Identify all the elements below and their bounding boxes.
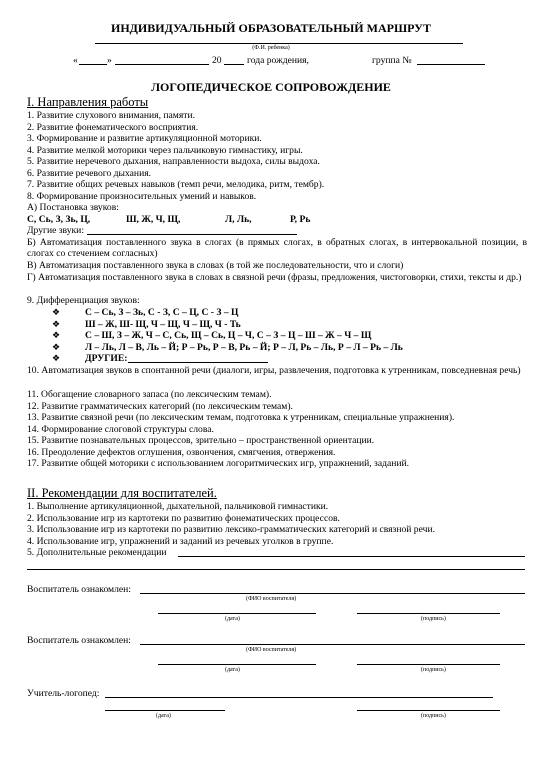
list-item: 8. Формирование произносительных умений и навыков.	[27, 190, 257, 202]
list-item: 5. Развитие неречевого дыхания, направленности выдоха, силы выдоха.	[27, 156, 320, 167]
list-item: 4. Развитие мелкой моторики через пальчиковую гимнастику, игры.	[27, 144, 303, 156]
group-label: группа №	[372, 55, 412, 66]
year-prefix: 20	[212, 55, 222, 66]
educator-name-line	[140, 593, 525, 594]
signature-caption: (подпись)	[421, 667, 446, 673]
sound-group-r: Р, Рь	[290, 213, 311, 225]
other-sounds-label: Другие звуки:	[27, 225, 84, 236]
differentiation-item: Л – Ль, Л – В, Ль – Й; Р – Рь, Р – В, Рь – Й; Р – Л, Рь – Ль, Р – Л – Рь – Ль	[85, 341, 403, 353]
additional-recommendations-line	[178, 556, 525, 557]
list-item: 2. Развитие фонематического восприятия.	[27, 121, 199, 133]
educator-name-line	[140, 644, 525, 645]
year-line	[224, 64, 244, 65]
list-item-g: Г) Автоматизация поставленного звука в словах в связной речи (фразы, предложения, чистоговорки, стихи, тексты и др.)	[27, 271, 522, 283]
date-caption: (дата)	[225, 616, 240, 622]
date-caption: (дата)	[156, 713, 171, 719]
recommendation-item: 4. Использование игр, упражнений и заданий из речевых уголков в группе.	[27, 535, 334, 547]
section-2-heading: II. Рекомендации для воспитателей.	[27, 486, 217, 500]
sound-group-hissing: Ш, Ж, Ч, Щ,	[126, 213, 181, 225]
child-name-line	[95, 43, 463, 44]
list-item: 14. Формирование слоговой структуры слова.	[27, 423, 214, 435]
speech-therapist-name-line	[105, 697, 493, 698]
day-quote-close: »	[107, 55, 112, 66]
diamond-bullet-icon: ❖	[52, 318, 61, 329]
sound-group-l: Л, Ль,	[225, 213, 252, 225]
recommendation-item: 2. Использование игр из картотеки по развитию фонематических процессов.	[27, 512, 340, 524]
list-item-10: 10. Автоматизация звуков в спонтанной речи (диалоги, игры, развлечения, подготовка к утренникам, повседневная речь)	[27, 365, 521, 376]
signature-caption: (подпись)	[421, 713, 446, 719]
differentiation-label: 9. Дифференциация звуков:	[27, 295, 140, 306]
list-item: 13. Развитие связной речи (по лексическим темам, подготовка к утренникам, специальные упражнения).	[27, 412, 455, 423]
list-item-b: Б) Автоматизация поставленного звука в слогах (в прямых слогах, в обратных слогах, в интервокальной позиции, в слогах со стечением согласных)	[27, 236, 527, 259]
recommendation-item: 3. Использование игр из картотеки по развитию лексико-грамматических категорий и связной речи.	[27, 524, 435, 535]
differentiation-item: ДРУГИЕ:	[85, 353, 128, 364]
additional-recommendations-line	[27, 569, 525, 570]
list-item: 15. Развитие познавательных процессов, зрительно – пространственной ориентации.	[27, 435, 375, 446]
month-line	[115, 64, 209, 65]
other-sounds-line	[87, 234, 297, 235]
list-item-v: В) Автоматизация поставленного звука в словах (в той же последовательности, что и слоги)	[27, 260, 404, 271]
list-item: 11. Обогащение словарного запаса (по лексическим темам).	[27, 389, 272, 400]
sound-group-whistling: С, Сь, З, Зь, Ц,	[27, 213, 91, 225]
list-item: 1. Развитие слухового внимания, памяти.	[27, 110, 195, 121]
signature-line	[357, 664, 500, 665]
day-quote-open: «	[73, 55, 78, 66]
day-line	[79, 64, 107, 65]
recommendation-item: 5. Дополнительные рекомендации	[27, 547, 167, 558]
list-item: 7. Развитие общих речевых навыков (темп речи, мелодика, ритм, тембр).	[27, 179, 325, 190]
list-item: 12. Развитие грамматических категорий (по лексическим темам).	[27, 400, 293, 412]
educator-fio-caption: (ФИО воспитателя)	[246, 647, 297, 653]
diamond-bullet-icon: ❖	[52, 307, 61, 317]
speech-therapist-label: Учитель-логопед:	[27, 688, 100, 699]
signature-caption: (подпись)	[421, 616, 446, 622]
differentiation-item: С – Ш, З – Ж, Ч – С, Сь, Щ – Сь, Ц – Ч, С – З – Ц – Ш – Ж – Ч – Щ	[85, 330, 372, 341]
date-line	[158, 613, 316, 614]
diamond-bullet-icon: ❖	[52, 353, 61, 363]
educator-label: Воспитатель ознакомлен:	[27, 584, 131, 595]
group-line	[417, 64, 485, 65]
educator-fio-caption: (ФИО воспитателя)	[246, 596, 297, 602]
recommendation-item: 1. Выполнение артикуляционной, дыхательной, пальчиковой гимнастики.	[27, 501, 329, 512]
section-1-heading: I. Направления работы	[27, 95, 149, 109]
date-line	[158, 664, 316, 665]
main-title: ЛОГОПЕДИЧЕСКОЕ СОПРОВОЖДЕНИЕ	[151, 80, 391, 94]
list-item: 17. Развитие общей моторики с использованием логоритмических игр, упражнений, заданий.	[27, 458, 410, 469]
date-line	[105, 710, 225, 711]
child-name-caption: (Ф.И. ребенка)	[252, 45, 290, 51]
date-caption: (дата)	[225, 667, 240, 673]
sound-setting-label: А) Постановка звуков:	[27, 202, 119, 213]
differentiation-item: Ш – Ж, Ш- Щ, Ч – Щ, Ч – Щ, Ч - Ть	[85, 318, 241, 330]
diamond-bullet-icon: ❖	[52, 341, 61, 352]
other-differentiation-line	[128, 362, 268, 363]
diamond-bullet-icon: ❖	[52, 330, 61, 340]
educator-label: Воспитатель ознакомлен:	[27, 635, 131, 646]
birth-year-label: года рождения,	[247, 55, 309, 66]
differentiation-item: С – Сь, З – Зь, С - З, С – Ц, С - З – Ц	[85, 307, 239, 318]
signature-line	[357, 710, 500, 711]
list-item: 3. Формирование и развитие артикуляционной моторики.	[27, 133, 262, 144]
list-item: 6. Развитие речевого дыхания.	[27, 167, 152, 179]
document-title: ИНДИВИДУАЛЬНЫЙ ОБРАЗОВАТЕЛЬНЫЙ МАРШРУТ	[111, 21, 431, 35]
list-item: 16. Преодоление дефектов оглушения, озвончения, смягчения, отвержения.	[27, 446, 336, 458]
signature-line	[357, 613, 500, 614]
